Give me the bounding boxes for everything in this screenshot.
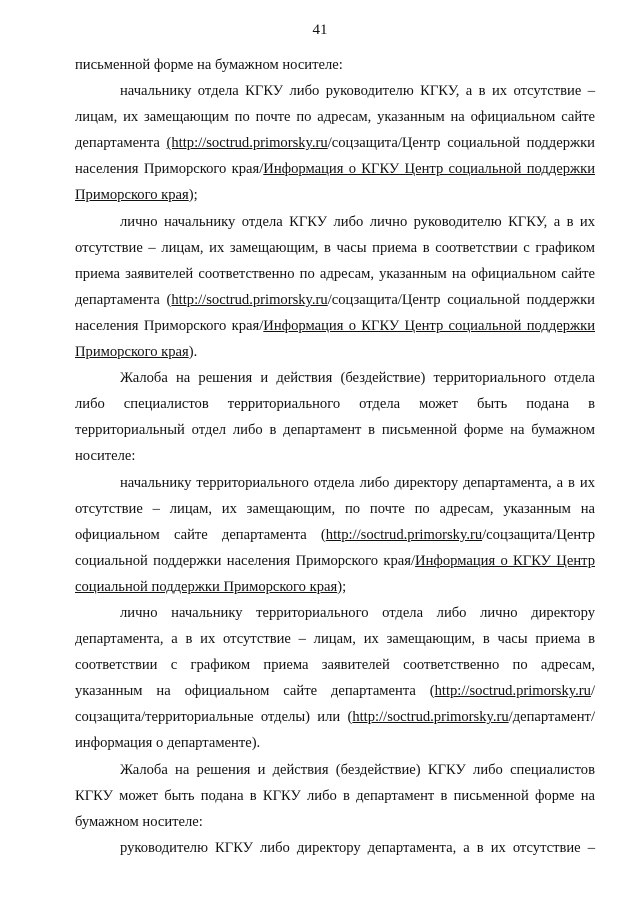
text-run: /соцзащита/территориальные отделы) или ( bbox=[75, 683, 595, 726]
hyperlink-text[interactable]: Информация о КГКУ Центр социальной поддержки Приморского края bbox=[75, 552, 595, 595]
text-run: ); bbox=[188, 187, 198, 204]
paragraph bbox=[75, 757, 595, 835]
paragraph bbox=[75, 52, 595, 78]
hyperlink-text[interactable]: http://soctrud.primorsky.ru bbox=[434, 683, 591, 700]
paragraph bbox=[75, 209, 595, 366]
text-run: начальнику отдела КГКУ либо руководителю КГКУ, а в их отсутствие – лицам, их замещающим по почте по адресам, указанным на официальном сайте департамента bbox=[75, 83, 595, 152]
text-run: Жалоба на решения и действия (бездействие) территориального отдела либо специалистов территориального отдела может быть подана в территориальный отдел либо в департамент в письменной форме на бумажном носителе: bbox=[75, 370, 595, 465]
document-body bbox=[75, 52, 595, 861]
hyperlink-text[interactable]: http://soctrud.primorsky.ru bbox=[171, 291, 328, 308]
text-run: лично начальнику территориального отдела либо лично директору департамента, а в их отсутствие – лицам, их замещающим, в часы приема в соответствии с графиком приема заявителей соответственно по адресам, указанным на официальном сайте департамента ( bbox=[75, 604, 595, 700]
paragraph bbox=[75, 835, 595, 861]
paragraph bbox=[75, 600, 595, 757]
hyperlink-text[interactable]: (http://soctrud.primorsky.ru bbox=[166, 135, 328, 152]
page-number: 41 bbox=[312, 22, 328, 38]
text-run: начальнику территориального отдела либо директору департамента, а в их отсутствие – лицам, их замещающим, по почте по адресам, указанным на официальном сайте департамента ( bbox=[75, 474, 595, 543]
paragraph bbox=[75, 78, 595, 208]
hyperlink-text[interactable]: Информация о КГКУ Центр социальной поддержки Приморского края bbox=[75, 317, 595, 361]
text-run: /соцзащита/Центр социальной поддержки населения Приморского края/ bbox=[75, 291, 595, 334]
hyperlink-text[interactable]: http://soctrud.primorsky.ru bbox=[352, 709, 509, 726]
hyperlink-text[interactable]: http://soctrud.primorsky.ru bbox=[325, 526, 483, 543]
text-run: Жалоба на решения и действия (бездействие) КГКУ либо специалистов КГКУ может быть подана в КГКУ либо в департамент в письменной форме на бумажном носителе: bbox=[75, 761, 595, 830]
text-run: лично начальнику отдела КГКУ либо лично руководителю КГКУ, а в их отсутствие – лицам, их замещающим, в часы приема в соответствии с графиком приема заявителей соответственно по адресам, указанным на официальном сайте департамента ( bbox=[75, 213, 595, 308]
text-run: ); bbox=[337, 578, 347, 595]
text-run: /соцзащита/Центр социальной поддержки населения Приморского края/ bbox=[75, 526, 595, 569]
text-run: письменной форме на бумажном носителе: bbox=[75, 57, 343, 73]
text-run: /соцзащита/Центр социальной поддержки населения Приморского края/ bbox=[75, 135, 595, 178]
text-run: ). bbox=[188, 344, 198, 361]
text-run: руководителю КГКУ либо директору департамента, а в их отсутствие – bbox=[120, 839, 595, 856]
text-run: /департамент/информация о департаменте). bbox=[75, 709, 595, 752]
paragraph bbox=[75, 365, 595, 469]
hyperlink-text[interactable]: Информация о КГКУ Центр социальной поддержки Приморского края bbox=[75, 161, 595, 204]
paragraph bbox=[75, 470, 595, 600]
